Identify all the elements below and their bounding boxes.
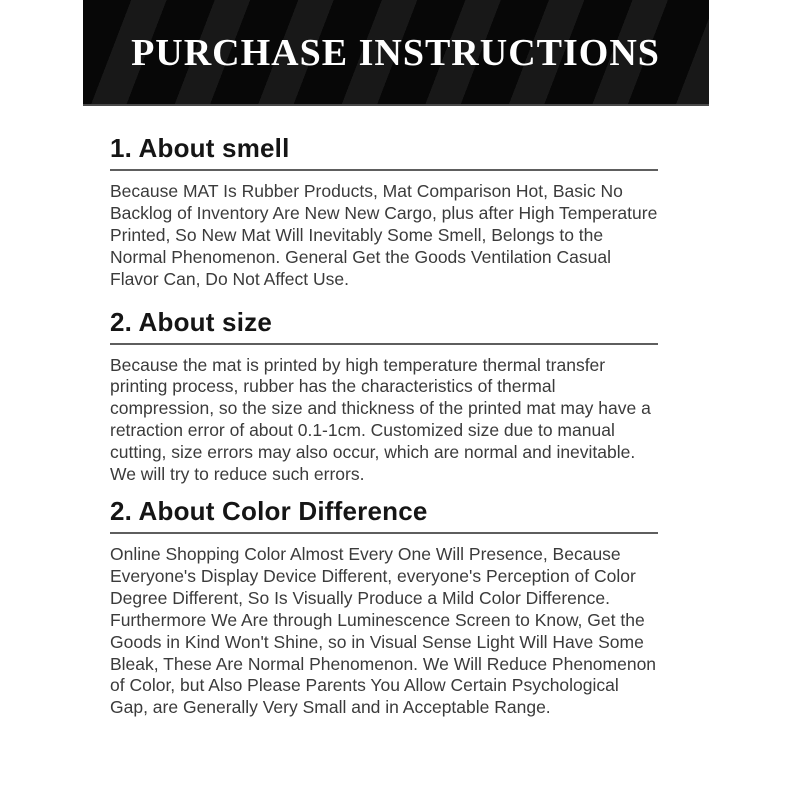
section-divider xyxy=(110,532,658,534)
section-heading-smell: 1. About smell xyxy=(110,133,290,163)
section-body-color-difference: Online Shopping Color Almost Every One Will Presence, Because Everyone's Display Device Different, everyone's Perception of Color Degree Different, So Is Visually Produce a Mild Color Difference. Furthermore We Are through Luminescence Screen to Know, Get the Goods in Kind Won't Shine, so in Visual Sense Light Will Have Some Bleak, These Are Normal Phenomenon. We Will Reduce Phenomenon of Color, but Also Please Parents You Allow Certain Psychological Gap, are Generally Very Small and in Acceptable Range. xyxy=(110,543,657,718)
banner-title: PURCHASE INSTRUCTIONS xyxy=(131,32,660,74)
section-body-size: Because the mat is printed by high temperature thermal transfer printing process, rubber has the characteristics of thermal compression, so the size and thickness of the printed mat may have a retraction error of about 0.1-1cm. Customized size due to manual cutting, size errors may also occur, which are normal and inevitable. We will try to reduce such errors. xyxy=(110,354,651,485)
section-heading-size: 2. About size xyxy=(110,306,272,337)
section-body-smell: Because MAT Is Rubber Products, Mat Comparison Hot, Basic No Backlog of Inventory Are New New Cargo, plus after High Temperature Printed, So New Mat Will Inevitably Some Smell, Belongs to the Normal Phenomenon. General Get the Goods Ventilation Casual Flavor Can, Do Not Affect Use. xyxy=(110,181,658,289)
section-about-color-difference xyxy=(110,496,658,719)
section-divider xyxy=(110,343,658,345)
purchase-instructions-banner xyxy=(83,0,709,106)
section-heading-color-difference: 2. About Color Difference xyxy=(110,495,428,526)
instructions-content xyxy=(110,133,658,719)
section-about-size xyxy=(110,307,658,486)
section-divider xyxy=(110,169,658,171)
section-about-smell xyxy=(110,133,658,291)
